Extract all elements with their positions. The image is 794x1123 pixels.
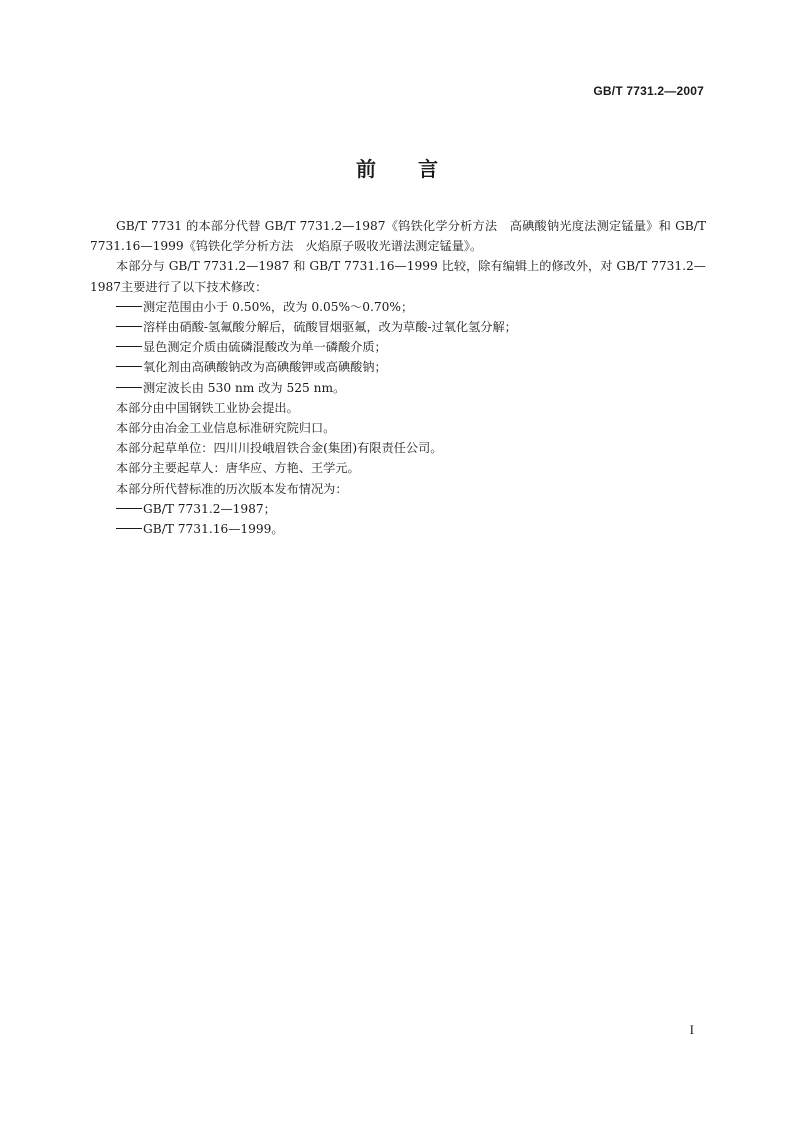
history-item — [90, 519, 706, 539]
page-title — [0, 153, 794, 182]
foreword-body — [90, 216, 706, 539]
paragraph-centralizer: 本部分由冶金工业信息标准研究院归口。 — [116, 421, 336, 436]
change-item — [90, 297, 706, 317]
paragraph-drafters: 本部分主要起草人：唐华应、方艳、王学元。 — [116, 461, 360, 476]
change-item-text: 溶样由硝酸-氢氟酸分解后，硫酸冒烟驱氟，改为草酸-过氧化氢分解； — [143, 320, 517, 335]
paragraph-replacement: GB/T 7731 的本部分代替 GB/T 7731.2—1987《钨铁化学分析方法 高碘酸钠光度法测定锰量》和 GB/T 7731.16—1999《钨铁化学分析方法 火焰原子吸收光谱法测定锰量》。 — [90, 219, 706, 254]
history-item-text: GB/T 7731.2—1987； — [143, 501, 276, 516]
history-item-text: GB/T 7731.16—1999。 — [143, 522, 284, 537]
paragraph-drafting-unit: 本部分起草单位：四川川投峨眉铁合金(集团)有限责任公司。 — [116, 441, 443, 456]
change-item — [90, 317, 706, 337]
title-char-1: 前 — [356, 157, 376, 181]
change-item — [90, 337, 706, 357]
change-item — [90, 378, 706, 398]
history-item — [90, 499, 706, 519]
dash-mark — [116, 366, 142, 367]
dash-mark — [116, 326, 142, 327]
dash-mark — [116, 346, 142, 347]
dash-mark — [116, 528, 142, 529]
change-item — [90, 357, 706, 377]
dash-mark — [116, 387, 142, 388]
paragraph-proposer: 本部分由中国钢铁工业协会提出。 — [116, 400, 299, 415]
paragraph-history-intro: 本部分所代替标准的历次版本发布情况为： — [116, 481, 348, 496]
change-item-text: 测定波长由 530 nm 改为 525 nm。 — [143, 380, 346, 395]
paragraph-comparison: 本部分与 GB/T 7731.2—1987 和 GB/T 7731.16—1999 比较，除有编辑上的修改外，对 GB/T 7731.2—1987主要进行了以下技术修改： — [90, 259, 706, 294]
dash-mark — [116, 306, 142, 307]
standard-number-header: GB/T 7731.2—2007 — [593, 84, 704, 98]
change-item-text: 测定范围由小于 0.50%，改为 0.05%～0.70%； — [143, 299, 414, 314]
change-item-text: 显色测定介质由硫磷混酸改为单一磷酸介质； — [143, 340, 387, 355]
title-char-2: 言 — [418, 157, 438, 181]
page-number: I — [689, 1022, 694, 1037]
change-item-text: 氧化剂由高碘酸钠改为高碘酸钾或高碘酸钠； — [143, 360, 387, 375]
dash-mark — [116, 508, 142, 509]
